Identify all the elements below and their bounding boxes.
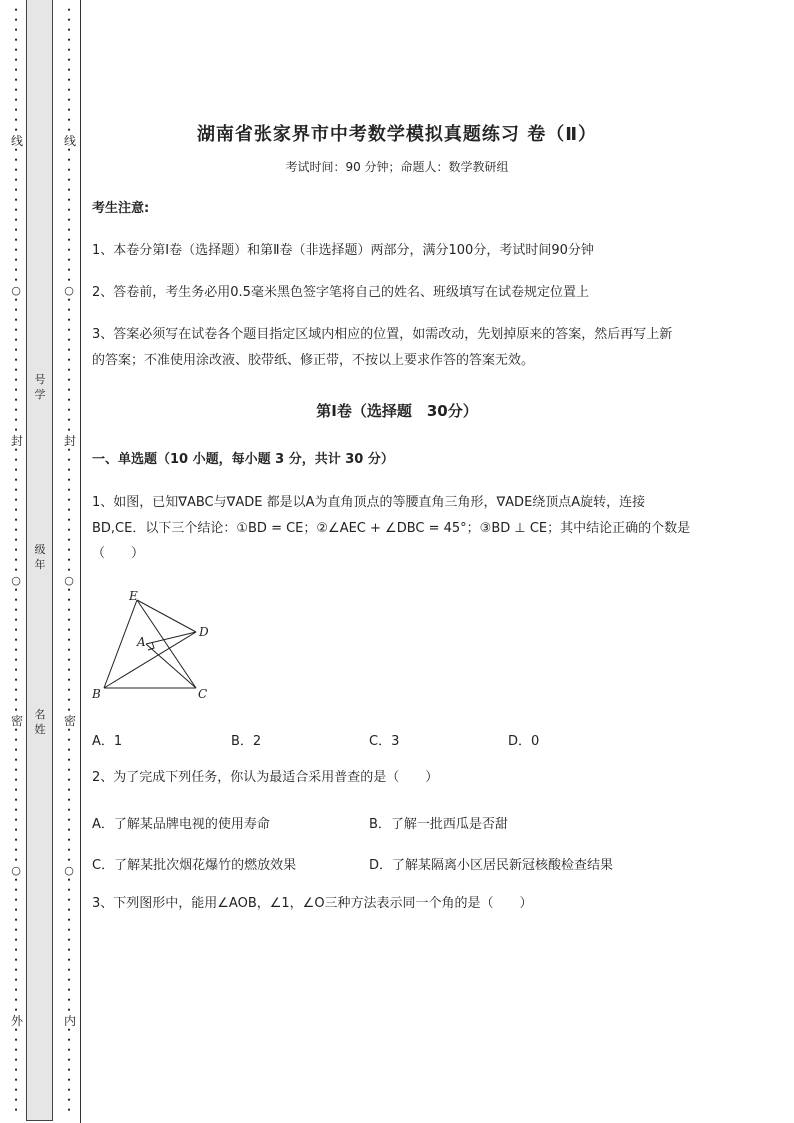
dot: • [14, 897, 18, 904]
dot: • [67, 847, 71, 854]
dot: • [14, 777, 18, 784]
dot: • [14, 467, 18, 474]
dot: • [67, 797, 71, 804]
dot: • [67, 767, 71, 774]
dot: • [14, 627, 18, 634]
dot: • [67, 857, 71, 864]
dot: • [67, 177, 71, 184]
dot: • [14, 637, 18, 644]
label-b: B [92, 687, 101, 701]
dot: • [67, 1077, 71, 1084]
dot: • [14, 487, 18, 494]
dot: • [14, 367, 18, 374]
dot: • [14, 177, 18, 184]
dot: • [67, 357, 71, 364]
circle-mark: ○ [11, 864, 21, 877]
dot: • [67, 27, 71, 34]
dot: • [67, 827, 71, 834]
dot: • [67, 1067, 71, 1074]
dot: • [14, 767, 18, 774]
q1-geometry-figure [92, 586, 222, 706]
dot: • [67, 87, 71, 94]
dot: • [14, 257, 18, 264]
dot: • [14, 597, 18, 604]
section-title: 第Ⅰ卷（选择题 30分） [316, 402, 478, 420]
dot: • [67, 157, 71, 164]
binding-mark: 密 [64, 714, 77, 728]
dot: • [67, 307, 71, 314]
dot: • [67, 127, 71, 134]
dot: • [14, 507, 18, 514]
dot: • [14, 947, 18, 954]
dot: • [67, 67, 71, 74]
dot: • [14, 667, 18, 674]
dot: • [67, 657, 71, 664]
dot: • [67, 1107, 71, 1114]
dot: • [14, 307, 18, 314]
dot: • [67, 687, 71, 694]
dot: • [14, 1057, 18, 1064]
binding-mark: 封 [64, 434, 77, 448]
binding-mark: 线 [64, 134, 77, 148]
dot: • [14, 657, 18, 664]
dot: • [14, 217, 18, 224]
q2-option-d[interactable]: D．了解某隔离小区居民新冠核酸检查结果 [369, 858, 614, 873]
dot: • [14, 797, 18, 804]
dot: • [14, 187, 18, 194]
dot: • [14, 837, 18, 844]
binding-mark: 外 [11, 1014, 24, 1028]
binding-mark: 封 [11, 434, 24, 448]
dot: • [14, 957, 18, 964]
dot: • [14, 817, 18, 824]
dot: • [14, 687, 18, 694]
dot: • [67, 807, 71, 814]
dot: • [67, 487, 71, 494]
dot: • [14, 247, 18, 254]
dot: • [67, 297, 71, 304]
dot: • [14, 967, 18, 974]
dot: • [14, 727, 18, 734]
dot: • [14, 1047, 18, 1054]
dot: • [14, 427, 18, 434]
dot: • [14, 277, 18, 284]
dot: • [14, 857, 18, 864]
dot: • [67, 917, 71, 924]
dot: • [14, 497, 18, 504]
exam-info: 考试时间：90 分钟；命题人：数学教研组 [285, 160, 509, 174]
dot: • [67, 887, 71, 894]
dot: • [14, 237, 18, 244]
dot: • [14, 207, 18, 214]
dot: • [67, 417, 71, 424]
dot: • [67, 1097, 71, 1104]
dot: • [14, 397, 18, 404]
dot: • [67, 527, 71, 534]
dot: • [67, 477, 71, 484]
dot: • [14, 707, 18, 714]
dot: • [14, 417, 18, 424]
dot: • [67, 637, 71, 644]
segment-bd [104, 632, 196, 688]
dot: • [14, 327, 18, 334]
dot: • [14, 447, 18, 454]
q1-line-3: （ ） [92, 546, 145, 561]
dot: • [67, 117, 71, 124]
dot: • [14, 357, 18, 364]
dot: • [67, 1057, 71, 1064]
dot: • [14, 387, 18, 394]
dot: • [67, 467, 71, 474]
dot: • [14, 457, 18, 464]
dot: • [67, 907, 71, 914]
dot: • [14, 847, 18, 854]
dot: • [14, 557, 18, 564]
dot: • [14, 127, 18, 134]
dot: • [14, 1027, 18, 1034]
dot: • [14, 197, 18, 204]
name-label: 名姓 [34, 708, 46, 736]
binding-mark: 内 [64, 1014, 77, 1028]
dot: • [67, 977, 71, 984]
dot: • [67, 377, 71, 384]
notice-item-1: 1、本卷分第Ⅰ卷（选择题）和第Ⅱ卷（非选择题）两部分，满分100分，考试时间90分钟 [92, 243, 594, 258]
dot: • [14, 567, 18, 574]
dot: • [67, 77, 71, 84]
dot: • [67, 407, 71, 414]
circle-mark: ○ [64, 574, 74, 587]
dot: • [14, 27, 18, 34]
dot: • [67, 777, 71, 784]
class-label: 级年 [34, 543, 46, 571]
dot: • [14, 827, 18, 834]
dot: • [67, 327, 71, 334]
dot: • [14, 537, 18, 544]
dot: • [67, 427, 71, 434]
segment-eb [104, 600, 137, 688]
circle-mark: ○ [11, 574, 21, 587]
dot: • [14, 527, 18, 534]
dot: • [67, 997, 71, 1004]
dot: • [67, 227, 71, 234]
dot: • [67, 1037, 71, 1044]
dot: • [67, 737, 71, 744]
dot: • [67, 207, 71, 214]
dot: • [67, 967, 71, 974]
dot: • [14, 1067, 18, 1074]
binding-mark: 线 [11, 134, 24, 148]
dot: • [14, 157, 18, 164]
dot: • [67, 57, 71, 64]
dot: • [67, 927, 71, 934]
dot: • [67, 497, 71, 504]
dot: • [14, 347, 18, 354]
dot: • [67, 557, 71, 564]
q3-text: 3、下列图形中，能用∠AOB，∠1，∠O三种方法表示同一个角的是（ ） [92, 896, 533, 911]
dot: • [67, 147, 71, 154]
dot: • [67, 337, 71, 344]
dot: • [67, 647, 71, 654]
dot: • [14, 737, 18, 744]
dot: • [67, 877, 71, 884]
dot: • [14, 7, 18, 14]
dot: • [67, 197, 71, 204]
part1-heading: 一、单选题（10 小题，每小题 3 分，共计 30 分） [92, 452, 394, 467]
dot: • [14, 977, 18, 984]
q1-option-c[interactable]: C．3 [369, 734, 400, 749]
notice-item-3: 3、答案必须写在试卷各个题目指定区域内相应的位置，如需改动，先划掉原来的答案，然后再写上新 [92, 327, 673, 342]
dot: • [14, 1097, 18, 1104]
dot: • [67, 957, 71, 964]
dot: • [67, 987, 71, 994]
dot: • [67, 187, 71, 194]
dot: • [67, 627, 71, 634]
dot: • [14, 297, 18, 304]
dot: • [14, 67, 18, 74]
dot: • [14, 1007, 18, 1014]
q2-option-b[interactable]: B．了解一批西瓜是否甜 [369, 817, 508, 832]
dot: • [67, 277, 71, 284]
dot: • [67, 1047, 71, 1054]
dot: • [67, 667, 71, 674]
dot: • [14, 47, 18, 54]
dot: • [14, 147, 18, 154]
dot: • [14, 37, 18, 44]
dot: • [67, 1027, 71, 1034]
dot: • [67, 1087, 71, 1094]
dot: • [67, 947, 71, 954]
segment-ed [137, 600, 196, 632]
dot: • [67, 237, 71, 244]
notice-item-3-cont: 的答案；不准使用涂改液、胶带纸、修正带，不按以上要求作答的答案无效。 [92, 353, 535, 368]
dot: • [14, 887, 18, 894]
student-id-label: 号学 [34, 373, 46, 401]
dot: • [67, 587, 71, 594]
dot: • [67, 507, 71, 514]
dot: • [14, 337, 18, 344]
dot: • [14, 1037, 18, 1044]
page-title: 湖南省张家界市中考数学模拟真题练习 卷（Ⅱ） [196, 124, 598, 145]
dot: • [67, 567, 71, 574]
segment-ad [146, 632, 196, 644]
label-c: C [198, 687, 208, 701]
dot: • [67, 897, 71, 904]
dot: • [67, 37, 71, 44]
segment-ec [137, 600, 196, 688]
dot: • [14, 617, 18, 624]
dot: • [14, 1107, 18, 1114]
dot: • [14, 227, 18, 234]
dot: • [67, 677, 71, 684]
dot: • [14, 17, 18, 24]
dot: • [67, 367, 71, 374]
dot: • [67, 317, 71, 324]
dot: • [14, 1087, 18, 1094]
dot: • [67, 517, 71, 524]
dot: • [14, 677, 18, 684]
dot: • [67, 397, 71, 404]
dot: • [14, 877, 18, 884]
dot: • [14, 587, 18, 594]
binding-mark: 密 [11, 714, 24, 728]
dot: • [67, 747, 71, 754]
dot: • [67, 387, 71, 394]
q2-option-c[interactable]: C．了解某批次烟花爆竹的燃放效果 [92, 858, 297, 873]
dot: • [14, 937, 18, 944]
circle-mark: ○ [11, 284, 21, 297]
dot: • [67, 697, 71, 704]
dot: • [14, 647, 18, 654]
dot: • [67, 257, 71, 264]
dot: • [67, 787, 71, 794]
dot: • [67, 247, 71, 254]
dot: • [67, 617, 71, 624]
dot: • [67, 7, 71, 14]
q1-line-1: 1、如图，已知∇ABC与∇ADE 都是以A为直角顶点的等腰直角三角形，∇ADE绕顶点A旋转，连接 [92, 495, 646, 510]
dot: • [14, 757, 18, 764]
dot: • [14, 77, 18, 84]
q1-option-d[interactable]: D．0 [508, 734, 540, 749]
dot: • [14, 917, 18, 924]
dot: • [14, 117, 18, 124]
label-e: E [129, 589, 138, 603]
dot: • [14, 267, 18, 274]
q2-option-a[interactable]: A．了解某品牌电视的使用寿命 [92, 817, 270, 832]
q1-option-a[interactable]: A．1 [92, 734, 123, 749]
dot: • [67, 267, 71, 274]
dot: • [67, 457, 71, 464]
dot: • [14, 987, 18, 994]
q1-option-b[interactable]: B．2 [231, 734, 262, 749]
dot: • [67, 537, 71, 544]
dot: • [67, 107, 71, 114]
dot: • [67, 937, 71, 944]
dot: • [14, 477, 18, 484]
dot: • [14, 1077, 18, 1084]
dot: • [14, 87, 18, 94]
dot: • [14, 317, 18, 324]
circle-mark: ○ [64, 864, 74, 877]
dot: • [14, 997, 18, 1004]
dot: • [14, 607, 18, 614]
dot: • [14, 787, 18, 794]
dot: • [67, 1007, 71, 1014]
dot: • [67, 547, 71, 554]
label-d: D [199, 625, 209, 639]
dot: • [14, 547, 18, 554]
dot: • [67, 837, 71, 844]
circle-mark: ○ [64, 284, 74, 297]
dot: • [67, 707, 71, 714]
dot: • [14, 517, 18, 524]
q2-text: 2、为了完成下列任务，你认为最适合采用普查的是（ ） [92, 770, 439, 785]
dot: • [14, 807, 18, 814]
dot: • [67, 817, 71, 824]
q1-line-2: BD,CE．以下三个结论：①BD = CE；②∠AEC + ∠DBC = 45°；③BD ⊥ CE；其中结论正确的个数是 [92, 521, 691, 536]
notice-heading: 考生注意: [92, 201, 150, 216]
dot: • [67, 447, 71, 454]
notice-item-2: 2、答卷前，考生务必用0.5毫米黑色签字笔将自己的姓名、班级填写在试卷规定位置上 [92, 285, 589, 300]
dot: • [67, 597, 71, 604]
dot: • [67, 757, 71, 764]
dot: • [14, 747, 18, 754]
dot: • [14, 167, 18, 174]
dot: • [67, 217, 71, 224]
dot: • [14, 407, 18, 414]
dot: • [14, 697, 18, 704]
dot: • [14, 97, 18, 104]
dot: • [14, 377, 18, 384]
dot: • [14, 907, 18, 914]
dot: • [67, 97, 71, 104]
dot: • [14, 927, 18, 934]
dot: • [67, 167, 71, 174]
dot: • [67, 347, 71, 354]
dot: • [67, 47, 71, 54]
dot: • [67, 727, 71, 734]
dot: • [14, 57, 18, 64]
dot: • [14, 107, 18, 114]
dot: • [67, 607, 71, 614]
label-a: A [137, 635, 146, 649]
dot: • [67, 17, 71, 24]
